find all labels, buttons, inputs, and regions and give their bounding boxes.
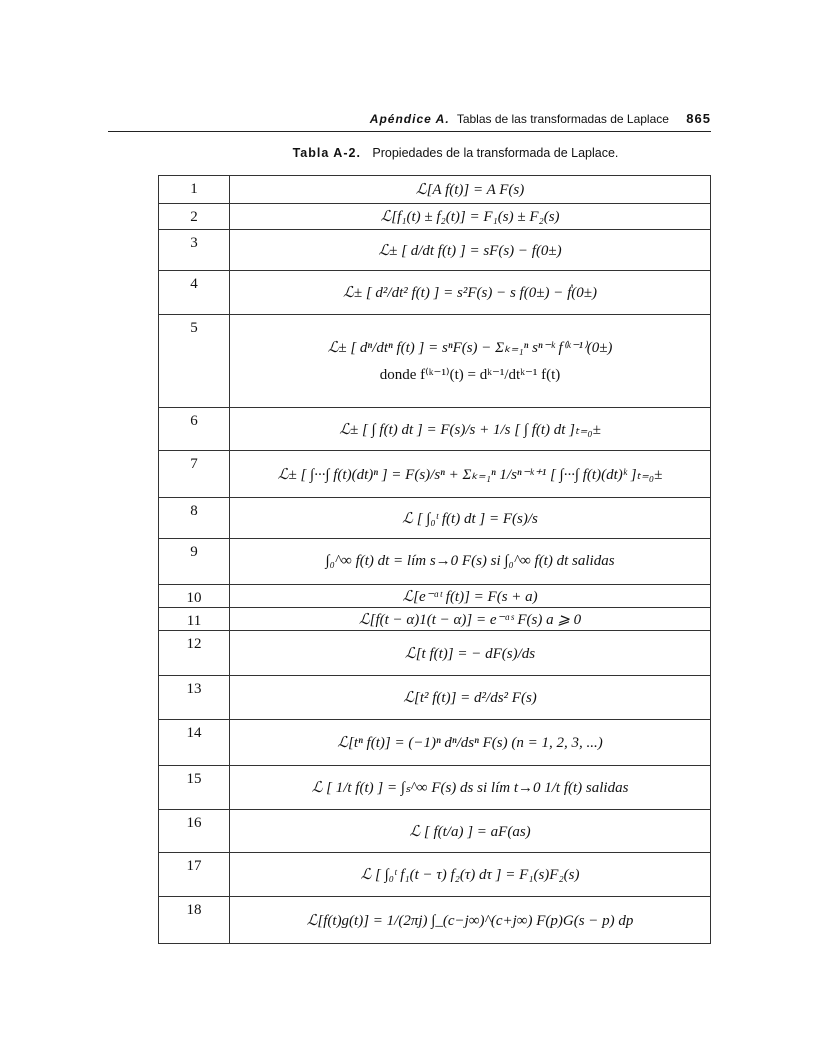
- caption-text: Propiedades de la transformada de Laplace.: [372, 146, 619, 160]
- running-header: [370, 111, 711, 126]
- formula: ℒ[t f(t)] = − dF(s)/ds: [404, 645, 536, 662]
- row-number: 9: [159, 539, 230, 585]
- table-caption: [0, 146, 816, 160]
- formula-cell: [230, 230, 711, 271]
- formula: ℒ[f₁(t) ± f₂(t)] = F₁(s) ± F₂(s): [380, 209, 560, 225]
- row-number: 11: [159, 608, 230, 631]
- formula: ℒ[tⁿ f(t)] = (−1)ⁿ dⁿ/dsⁿ F(s) (n = 1, 2, 3, ...): [337, 735, 603, 751]
- formula-cell: [230, 631, 711, 676]
- formula: ℒ [ ∫₀ᵗ f₁(t − τ) f₂(τ) dτ ] = F₁(s)F₂(s): [360, 867, 580, 883]
- laplace-properties-table: [158, 175, 711, 944]
- formula-cell: [230, 676, 711, 720]
- table-row: [159, 539, 711, 585]
- header-title: Tablas de las transformadas de Laplace: [456, 112, 669, 126]
- row-number: 5: [159, 315, 230, 408]
- formula: ℒ[e⁻ᵅᵗ f(t)] = F(s + a): [402, 588, 538, 605]
- formula: ℒ[A f(t)] = A F(s): [415, 182, 525, 198]
- formula-cell: [230, 271, 711, 315]
- row-number: 17: [159, 853, 230, 897]
- formula: ℒ± [ ∫ f(t) dt ] = F(s)/s + 1/s [ ∫ f(t) dt ]ₜ₌₀±: [339, 421, 601, 438]
- formula-cell: [230, 451, 711, 498]
- formula: ℒ [ ∫₀ᵗ f(t) dt ] = F(s)/s: [402, 510, 538, 527]
- table-row: [159, 315, 711, 408]
- row-number: 16: [159, 810, 230, 853]
- table-row: [159, 498, 711, 539]
- formula-cell: [230, 204, 711, 230]
- formula: ℒ[f(t)g(t)] = 1/(2πj) ∫_(c−j∞)^(c+j∞) F(p)G(s − p) dp: [306, 912, 634, 929]
- table-row: [159, 720, 711, 766]
- table-row: [159, 631, 711, 676]
- formula: ℒ± [ d/dt f(t) ] = sF(s) − f(0±): [378, 242, 562, 259]
- formula-cell: [230, 315, 711, 408]
- table-row: [159, 608, 711, 631]
- formula: ℒ± [ dⁿ/dtⁿ f(t) ] = sⁿF(s) − Σₖ₌₁ⁿ sⁿ⁻ᵏ f⁽ᵏ⁻¹⁾(0±): [327, 340, 613, 356]
- formula-cell: [230, 766, 711, 810]
- formula: ∫₀^∞ f(t) dt = lím s→0 F(s) si ∫₀^∞ f(t) dt salidas: [325, 553, 615, 569]
- formula: ℒ± [ d²/dt² f(t) ] = s²F(s) − s f(0±) − ḟ(0±): [343, 285, 597, 301]
- row-number: 1: [159, 176, 230, 204]
- formula-cell: [230, 897, 711, 944]
- formula-note: donde f⁽ᵏ⁻¹⁾(t) = dᵏ⁻¹/dtᵏ⁻¹ f(t): [379, 367, 561, 383]
- formula-cell: [230, 720, 711, 766]
- row-number: 10: [159, 585, 230, 608]
- table-row: [159, 408, 711, 451]
- table-row: [159, 897, 711, 944]
- row-number: 15: [159, 766, 230, 810]
- appendix-label: Apéndice A.: [369, 112, 450, 126]
- row-number: 2: [159, 204, 230, 230]
- row-number: 4: [159, 271, 230, 315]
- formula-cell: [230, 176, 711, 204]
- caption-label: Tabla A-2.: [292, 146, 361, 160]
- table-row: [159, 230, 711, 271]
- formula: ℒ[f(t − α)1(t − α)] = e⁻ᵅˢ F(s) a ⩾ 0: [358, 611, 582, 628]
- row-number: 7: [159, 451, 230, 498]
- table-row: [159, 176, 711, 204]
- row-number: 8: [159, 498, 230, 539]
- table-row: [159, 853, 711, 897]
- row-number: 14: [159, 720, 230, 766]
- row-number: 3: [159, 230, 230, 271]
- row-number: 6: [159, 408, 230, 451]
- table-row: [159, 810, 711, 853]
- table-row: [159, 766, 711, 810]
- formula-cell: [230, 853, 711, 897]
- formula-cell: [230, 585, 711, 608]
- row-number: 18: [159, 897, 230, 944]
- formula-cell: [230, 810, 711, 853]
- row-number: 13: [159, 676, 230, 720]
- formula: ℒ[t² f(t)] = d²/ds² F(s): [403, 690, 537, 706]
- table-row: [159, 585, 711, 608]
- table-row: [159, 204, 711, 230]
- formula-cell: [230, 608, 711, 631]
- formula-cell: [230, 539, 711, 585]
- header-rule: [108, 131, 711, 132]
- page-number: 865: [686, 111, 711, 126]
- table-row: [159, 271, 711, 315]
- formula: ℒ± [ ∫···∫ f(t)(dt)ⁿ ] = F(s)/sⁿ + Σₖ₌₁ⁿ 1/sⁿ⁻ᵏ⁺¹ [ ∫···∫ f(t)(dt)ᵏ ]ₜ₌₀±: [277, 466, 663, 483]
- formula: ℒ [ f(t/a) ] = aF(as): [409, 823, 531, 840]
- formula-cell: [230, 498, 711, 539]
- formula-cell: [230, 408, 711, 451]
- formula: ℒ [ 1/t f(t) ] = ∫ₛ^∞ F(s) ds si lím t→0 1/t f(t) salidas: [311, 780, 629, 796]
- table-row: [159, 451, 711, 498]
- row-number: 12: [159, 631, 230, 676]
- table-row: [159, 676, 711, 720]
